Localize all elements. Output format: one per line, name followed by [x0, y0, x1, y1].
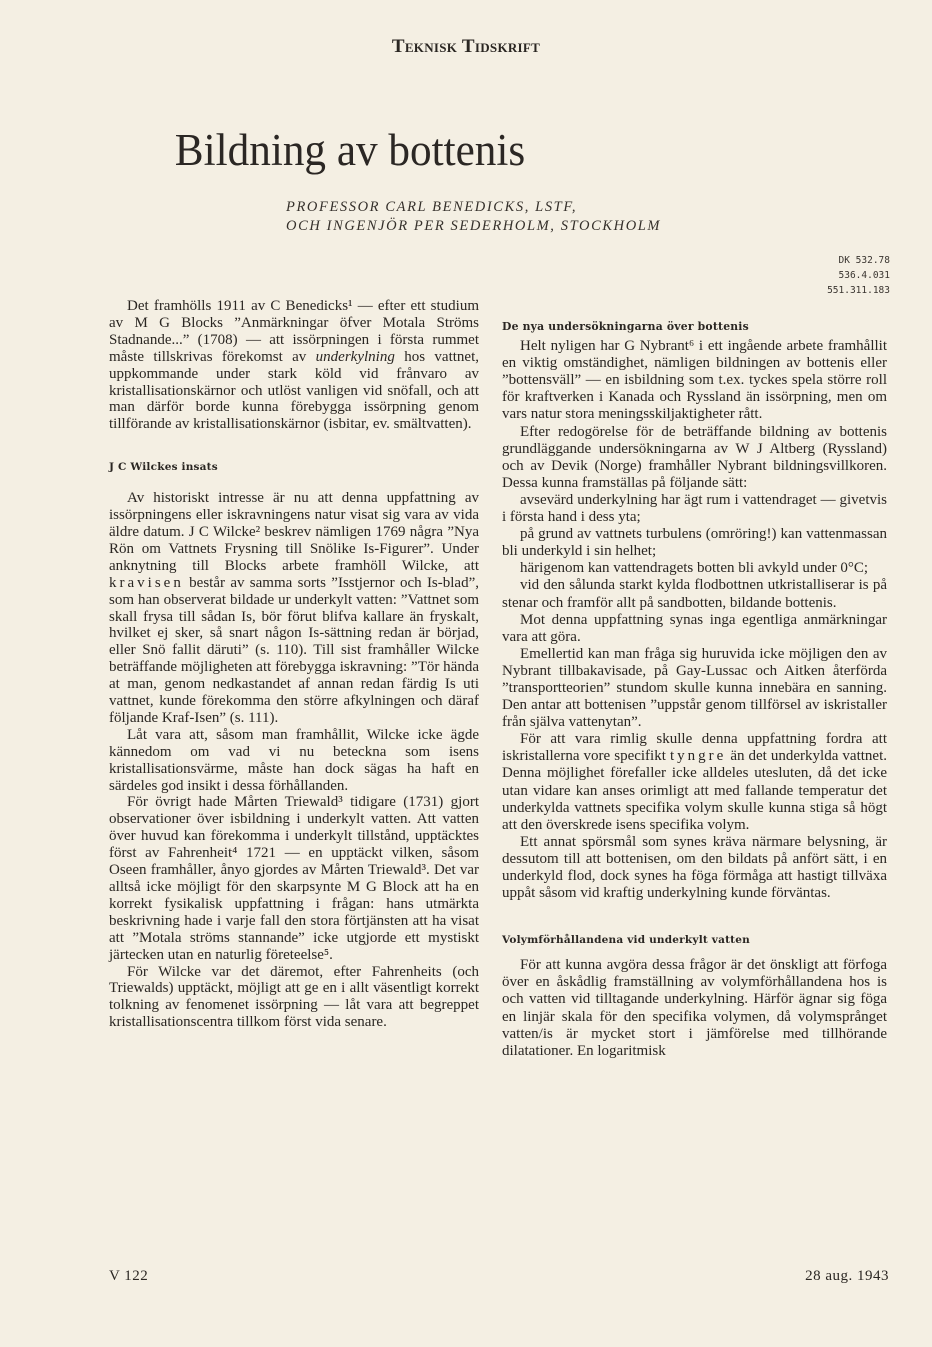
dk-line-2: 536.4.031 [838, 270, 890, 281]
heading-volym: Volymförhållandena vid underkylt vatten [502, 934, 750, 947]
paragraph-wilcke [109, 490, 479, 727]
paragraph-r9 [502, 731, 887, 834]
journal-name: Teknisk Tidskrift [391, 36, 541, 57]
author-line-1: PROFESSOR CARL BENEDICKS, LSTF, [286, 199, 578, 215]
paragraph-4: För övrigt hade Mårten Triewald³ tidigare (1731) gjort observationer över isbildning i underkylt vatten. Att vatten över huvud kan förekomma i underkylt tillstånd, upptäcktes först av Fahrenheit⁴ 1721 — en upptäckt vilken, såsom Oseen framhåller, ånyo gjordes av Mårten Triewald³. Det var alltså icke möjligt för den skarpsynte M G Block att ha en korrekt fysikalisk uppfattning i frågan: hans utmärkta beskrivning hade i varje fall den stora förtjänsten att ha visat att ”Motala ströms stannande” icke utgjorde ett mystiskt järtecken utan en naturlig företeelse⁵. [109, 794, 479, 963]
paragraph-r3: avsevärd underkylning har ägt rum i vattendraget — givetvis i första hand i dess yta; [502, 491, 887, 526]
dk-classification [760, 253, 890, 298]
right-column [502, 318, 887, 1060]
dk-line-1: DK 532.78 [838, 255, 890, 266]
heading-wilcke: J C Wilckes insats [109, 461, 218, 474]
issue-date: 28 aug. 1943 [805, 1268, 889, 1284]
left-column [109, 298, 479, 1031]
intro-text-end: hos vattnet, uppkommande under stark köld vid frånvaro av kristallisationskärnor och utlöst vanligen vid snöfall, och att man därför borde kunna förebygga issörpning genom tillförande av kristallisationskärnor (isbitar, ev. smältvatten). [109, 348, 479, 433]
paragraph-intro [109, 298, 479, 433]
intro-italic: underkylning [315, 348, 395, 365]
r9-text-b: än det underkylda vattnet. Denna möjlighet förefaller icke alldeles utesluten, då det icke utan vidare kan anses orimligt att med fallande temperatur det underkylda vattnets specifika volym skulle kunna stiga så högt att den överskrede isens specifika volym. [502, 748, 887, 833]
page-number: V 122 [109, 1268, 149, 1284]
paragraph-5: För Wilcke var det däremot, efter Fahrenheits (och Triewalds) upptäckt, möjligt att ge en i allt väsentligt korrekt tolkning av fenomenet issörpning — låt vara att begreppet kristallisationscentra tillkom först vida senare. [109, 963, 479, 1031]
wilcke-text-a: Av historiskt intresse är nu att denna uppfattning av issörpningens eller iskravningens natur visat sig vara av vida äldre datum. J C Wilcke² beskrev nämligen 1769 några ”Nya Rön om Vattnets Frysning till Snölike Is-Figurer”. Under anknytning till Blocks arbete framhöll Wilcke, att [109, 490, 479, 574]
dk-line-3: 551.311.183 [827, 285, 890, 296]
paragraph-r7: Mot denna uppfattning synas inga egentliga anmärkningar vara att göra. [502, 611, 887, 645]
paragraph-3: Låt vara att, såsom man framhållit, Wilcke icke ägde kännedom om vad vi nu beteckna som isens kristallisationsvärme, måste han dock sägas ha haft en särdeles god insikt i dessa förhållanden. [109, 726, 479, 794]
r9-text-a: För att vara rimlig skulle denna uppfattning fordra att iskristallerna vore specifikt [502, 731, 887, 765]
wilcke-spaced: kravisen [109, 574, 184, 591]
paragraph-r5: härigenom kan vattendragets botten bli avkyld under 0°C; [520, 560, 868, 577]
intro-text: Det framhölls 1911 av C Benedicks¹ — efter ett studium av M G Blocks ”Anmärkningar öfver Motala Ströms Stadnande...” (1708) — att issörpningen i första rummet måste tillskrivas förekomst av [109, 298, 479, 365]
paragraph-r4: på grund av vattnets turbulens (omröring!) kan vattenmassan bli underkyld i sin helhet; [502, 526, 887, 560]
r9-spaced: tyngre [669, 748, 727, 765]
paragraph-r8: Emellertid kan man fråga sig huruvida icke möjligen den av Nybrant tillbakavisade, på Gay-Lussac och Aitken återförda ”transportteorien” stundom skulle kunna innebära en sanning. Den antar att bottenisen ”uppstår genom tillförsel av iskristaller från själva vattenytan”. [502, 645, 887, 731]
author-line-2: OCH INGENJÖR PER SEDERHOLM, STOCKHOLM [286, 218, 662, 234]
paragraph-r11: För att kunna avgöra dessa frågor är det önskligt att förfoga över en åskådlig framställning av volymförhållandena hos is och vatten vid tilltagande underkylning. Härför ägnar sig föga en linjär skala för den specifika volymen, då volymsprånget vatten/is är mycket stort i jämförelse med tillhörande dilatationer. En logaritmisk [502, 957, 887, 1059]
authors [286, 198, 786, 236]
paragraph-r6: vid den sålunda starkt kylda flodbottnen utkristalliserar is på stenar och framför allt på sandbotten, bildande bottenis. [502, 577, 887, 611]
paragraph-r10: Ett annat spörsmål som synes kräva närmare belysning, är dessutom till att bottenisen, om den bildats på anfört sätt, i en underkyld flod, dock synes ha föga förmåga att hastigt tillväxa uppåt såsom vid kraftig underkylning kunde förväntas. [502, 833, 887, 902]
wilcke-text-b: består av samma sorts ”Isstjernor och Is-blad”, som han observerat bildade ur underkylt vatten: ”Vattnet som skall frysa till sådan Is, bör förut blifva kallare än fryskalt, hvilket ej sker, så snart någon Is-sättning redan är börjad, eller Snö fallit däruti” (s. 110). Till sist framhåller Wilcke beträffande möjligheten att förebygga iskravning: ”Tör hända at man, genom nedkastandet af annan redan färdig Is uti vattnet, kunde förekomma den större afkylningen och däraf följande Kraf-Isen” (s. 111). [109, 574, 479, 726]
heading-nya: De nya undersökningarna över bottenis [502, 320, 749, 333]
article-title: Bildning av bottenis [174, 125, 526, 175]
paragraph-r2: Efter redogörelse för de beträffande bildning av bottenis grundläggande undersökningarna av W J Altberg (Ryssland) och av Devik (Norge) framhåller Nybrant bildningsvillkoren. Dessa kunna framställas på följande sätt: [502, 423, 887, 491]
paragraph-r1: Helt nyligen har G Nybrant⁶ i ett ingående arbete framhållit en viktig omständighet, nämligen bildningen av bottenis eller ”bottensväll” — en isbildning som t.ex. tyckes spela större roll för kraftverken i Kanada och Ryssland än issörpning, men om vars natur stora meningsskiljaktigheter rått. [502, 338, 887, 423]
